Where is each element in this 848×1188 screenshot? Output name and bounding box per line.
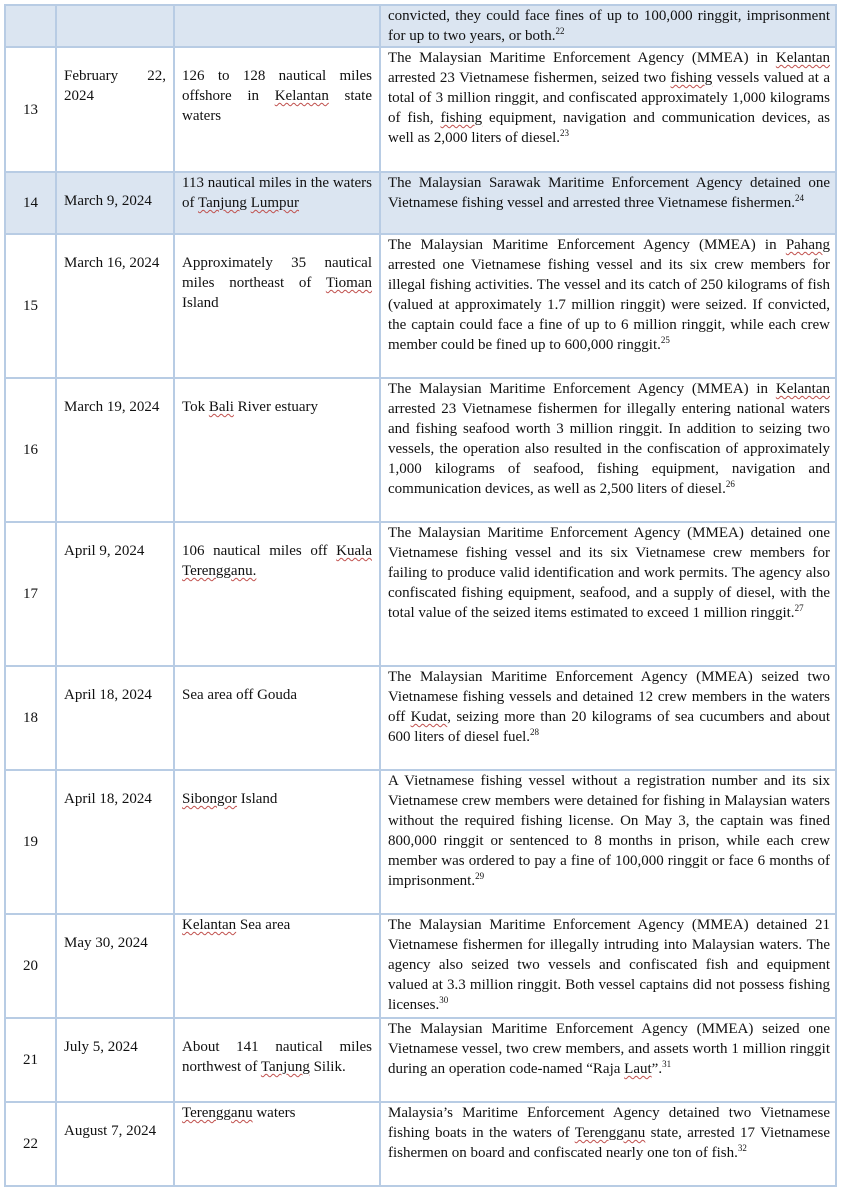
- incident-location: About 141 nautical miles northwest of Tanjung Silik.: [182, 1039, 372, 1075]
- incident-location: 106 nautical miles off Kuala Terengganu.: [182, 543, 372, 579]
- table-row: [5, 234, 836, 378]
- spellcheck-flagged-word: Tanjung: [260, 1059, 310, 1075]
- table-row: [5, 378, 836, 522]
- footnote-reference: 29: [475, 871, 485, 881]
- incident-location-cell: [174, 172, 380, 234]
- incident-date: March 9, 2024: [64, 193, 152, 209]
- row-number: 14: [5, 172, 56, 234]
- incident-date-cell: [56, 5, 174, 47]
- spellcheck-flagged-word: fishing: [670, 70, 713, 86]
- incident-description: The Malaysian Maritime Enforcement Agency (MMEA) in Kelantan arrested 23 Vietnamese fishermen, seized two fishing vessels valued at a total of 3 million ringgit, and confiscated approximately 1,000 kilograms of fish, fishing equipment, navigation and communication devices, as well as 2,000 liters of diesel.: [388, 50, 830, 146]
- table-row: [5, 666, 836, 770]
- spellcheck-flagged-word: Pahang: [785, 237, 830, 253]
- footnote-reference: 27: [794, 603, 804, 613]
- incident-description: The Malaysian Maritime Enforcement Agency (MMEA) detained 21 Vietnamese fishermen for illegally intruding into Malaysian waters. The agency also seized two vessels and confiscated fish and equipment valued at 3.3 million ringgit. Both vessel captains did not possess fishing licenses.: [388, 917, 830, 1013]
- incident-date: February 22, 2024: [64, 68, 166, 104]
- row-number: [5, 5, 56, 47]
- incident-date: July 5, 2024: [64, 1039, 138, 1055]
- incident-date: March 19, 2024: [64, 399, 160, 415]
- spellcheck-flagged-word: Terengganu: [182, 1105, 253, 1121]
- incident-description-cell: [380, 234, 836, 378]
- incident-description-cell: [380, 1102, 836, 1186]
- incident-table-body: [5, 5, 836, 1186]
- incident-location: Kelantan Sea area: [182, 917, 291, 933]
- spellcheck-flagged-word: Kuala Terengganu.: [182, 543, 372, 579]
- incident-location-cell: [174, 47, 380, 172]
- spellcheck-flagged-word: fishing: [440, 110, 483, 126]
- incident-location-cell: [174, 770, 380, 914]
- footnote-reference: 23: [560, 128, 570, 138]
- incident-location: Tok Bali River estuary: [182, 399, 319, 415]
- incident-location-cell: [174, 1102, 380, 1186]
- incident-description: The Malaysian Maritime Enforcement Agency (MMEA) in Pahang arrested one Vietnamese fishing vessel and its six crew members for illegal fishing activities. The vessel and its catch of 250 kilograms of fish (valued at approximately 1.7 million ringgit) were seized. If convicted, the captain could face a fine of up to 6 million ringgit, while each crew member could be fined up to 600,000 ringgit.: [388, 237, 830, 353]
- footnote-reference: 28: [530, 727, 540, 737]
- spellcheck-flagged-word: Kelantan: [182, 917, 237, 933]
- footnote-reference: 31: [662, 1059, 672, 1069]
- spellcheck-flagged-word: Bali: [208, 399, 234, 415]
- incident-location-cell: [174, 234, 380, 378]
- incident-location: Terengganu waters: [182, 1105, 296, 1121]
- incident-description: A Vietnamese fishing vessel without a registration number and its six Vietnamese crew members were detained for fishing in Malaysian waters without the required fishing license. On May 3, the captain was fined 800,000 ringgit or sentenced to 8 months in prison, while each crew member was ordered to pay a fine of 100,000 ringgit or face 6 months of imprisonment.: [388, 773, 830, 889]
- incident-location-cell: [174, 5, 380, 47]
- row-number: 13: [5, 47, 56, 172]
- footnote-reference: 24: [794, 193, 804, 203]
- footnote-reference: 22: [555, 26, 565, 36]
- incident-description: convicted, they could face fines of up to 100,000 ringgit, imprisonment for up to two years, or both.: [388, 8, 830, 44]
- table-row: [5, 47, 836, 172]
- incident-date: April 9, 2024: [64, 543, 145, 559]
- row-number: 20: [5, 914, 56, 1018]
- spellcheck-flagged-word: Sibongor: [182, 791, 238, 807]
- incident-description-cell: [380, 770, 836, 914]
- footnote-reference: 32: [737, 1143, 747, 1153]
- spellcheck-flagged-word: Tanjung: [197, 195, 247, 211]
- incident-date-cell: [56, 770, 174, 914]
- incident-description: The Malaysian Maritime Enforcement Agency (MMEA) seized one Vietnamese vessel, two crew members, and assets worth 1 million ringgit during an operation code-named “Raja Laut”.: [388, 1021, 830, 1077]
- incident-date: August 7, 2024: [64, 1123, 157, 1139]
- spellcheck-flagged-word: Kudat: [410, 709, 448, 725]
- incident-description-cell: [380, 666, 836, 770]
- incident-description: The Malaysian Maritime Enforcement Agency (MMEA) seized two Vietnamese fishing vessels and detained 12 crew members in the waters off Kudat, seizing more than 20 kilograms of sea cucumbers and about 600 liters of diesel fuel.: [388, 669, 830, 745]
- incident-description-cell: [380, 1018, 836, 1102]
- incident-date-cell: [56, 47, 174, 172]
- incident-location: Sibongor Island: [182, 791, 278, 807]
- incident-location-cell: [174, 522, 380, 666]
- incident-description-cell: [380, 5, 836, 47]
- incident-date-cell: [56, 234, 174, 378]
- table-row: [5, 172, 836, 234]
- spellcheck-flagged-word: Terengganu: [574, 1125, 646, 1141]
- incident-location: 126 to 128 nautical miles offshore in Kelantan state waters: [182, 68, 372, 124]
- table-row: [5, 1018, 836, 1102]
- incident-location: 113 nautical miles in the waters of Tanjung Lumpur: [182, 175, 372, 211]
- incident-location: Approximately 35 nautical miles northeast of Tioman Island: [182, 255, 372, 311]
- incident-date: May 30, 2024: [64, 935, 148, 951]
- row-number: 22: [5, 1102, 56, 1186]
- row-number: 18: [5, 666, 56, 770]
- footnote-reference: 25: [660, 335, 670, 345]
- table-row: [5, 522, 836, 666]
- incident-description-cell: [380, 914, 836, 1018]
- incident-description-cell: [380, 378, 836, 522]
- incident-date-cell: [56, 1018, 174, 1102]
- incident-location-cell: [174, 378, 380, 522]
- footnote-reference: 30: [439, 995, 449, 1005]
- incident-date-cell: [56, 378, 174, 522]
- incident-date-cell: [56, 522, 174, 666]
- spellcheck-flagged-word: Kelantan: [775, 50, 830, 66]
- incident-location-cell: [174, 666, 380, 770]
- incident-description: The Malaysian Sarawak Maritime Enforcement Agency detained one Vietnamese fishing vessel and arrested three Vietnamese fishermen.: [388, 175, 830, 211]
- incident-date: April 18, 2024: [64, 791, 152, 807]
- row-number: 16: [5, 378, 56, 522]
- spellcheck-flagged-word: Kelantan: [775, 381, 830, 397]
- incident-date-cell: [56, 666, 174, 770]
- spellcheck-flagged-word: Tioman: [325, 275, 372, 291]
- incident-date-cell: [56, 172, 174, 234]
- row-number: 19: [5, 770, 56, 914]
- incident-table: [4, 4, 837, 1187]
- document-page: [4, 4, 844, 1187]
- incident-location-cell: [174, 914, 380, 1018]
- incident-description: The Malaysian Maritime Enforcement Agency (MMEA) detained one Vietnamese fishing vessel and its six Vietnamese crew members for failing to produce valid identification and work permits. The agency also confiscated fishing equipment, seafood, and a supply of diesel, with the total value of the seized items estimated to exceed 1 million ringgit.: [388, 525, 830, 621]
- spellcheck-flagged-word: Lumpur: [250, 195, 300, 211]
- footnote-reference: 26: [725, 479, 735, 489]
- row-number: 21: [5, 1018, 56, 1102]
- incident-description: The Malaysian Maritime Enforcement Agency (MMEA) in Kelantan arrested 23 Vietnamese fishermen for illegally entering national waters and fishing seafood worth 3 million ringgit. In addition to seizing two vessels, the operation also resulted in the confiscation of approximately 1,000 kilograms of seafood, fishing equipment, navigation and communication devices, as well as 2,500 liters of diesel.: [388, 381, 830, 497]
- row-number: 17: [5, 522, 56, 666]
- incident-date-cell: [56, 914, 174, 1018]
- table-row: [5, 914, 836, 1018]
- incident-date-cell: [56, 1102, 174, 1186]
- incident-date: March 16, 2024: [64, 255, 160, 271]
- incident-date: April 18, 2024: [64, 687, 152, 703]
- incident-description: Malaysia’s Maritime Enforcement Agency detained two Vietnamese fishing boats in the waters of Terengganu state, arrested 17 Vietnamese fishermen on board and confiscated nearly one ton of fish.: [388, 1105, 830, 1161]
- table-row: [5, 770, 836, 914]
- table-row: [5, 1102, 836, 1186]
- incident-description-cell: [380, 522, 836, 666]
- incident-description-cell: [380, 47, 836, 172]
- incident-description-cell: [380, 172, 836, 234]
- spellcheck-flagged-word: Kelantan: [274, 88, 329, 104]
- spellcheck-flagged-word: Laut: [624, 1061, 652, 1077]
- incident-location: Sea area off Gouda: [182, 687, 298, 703]
- row-number: 15: [5, 234, 56, 378]
- incident-location-cell: [174, 1018, 380, 1102]
- table-row: [5, 5, 836, 47]
